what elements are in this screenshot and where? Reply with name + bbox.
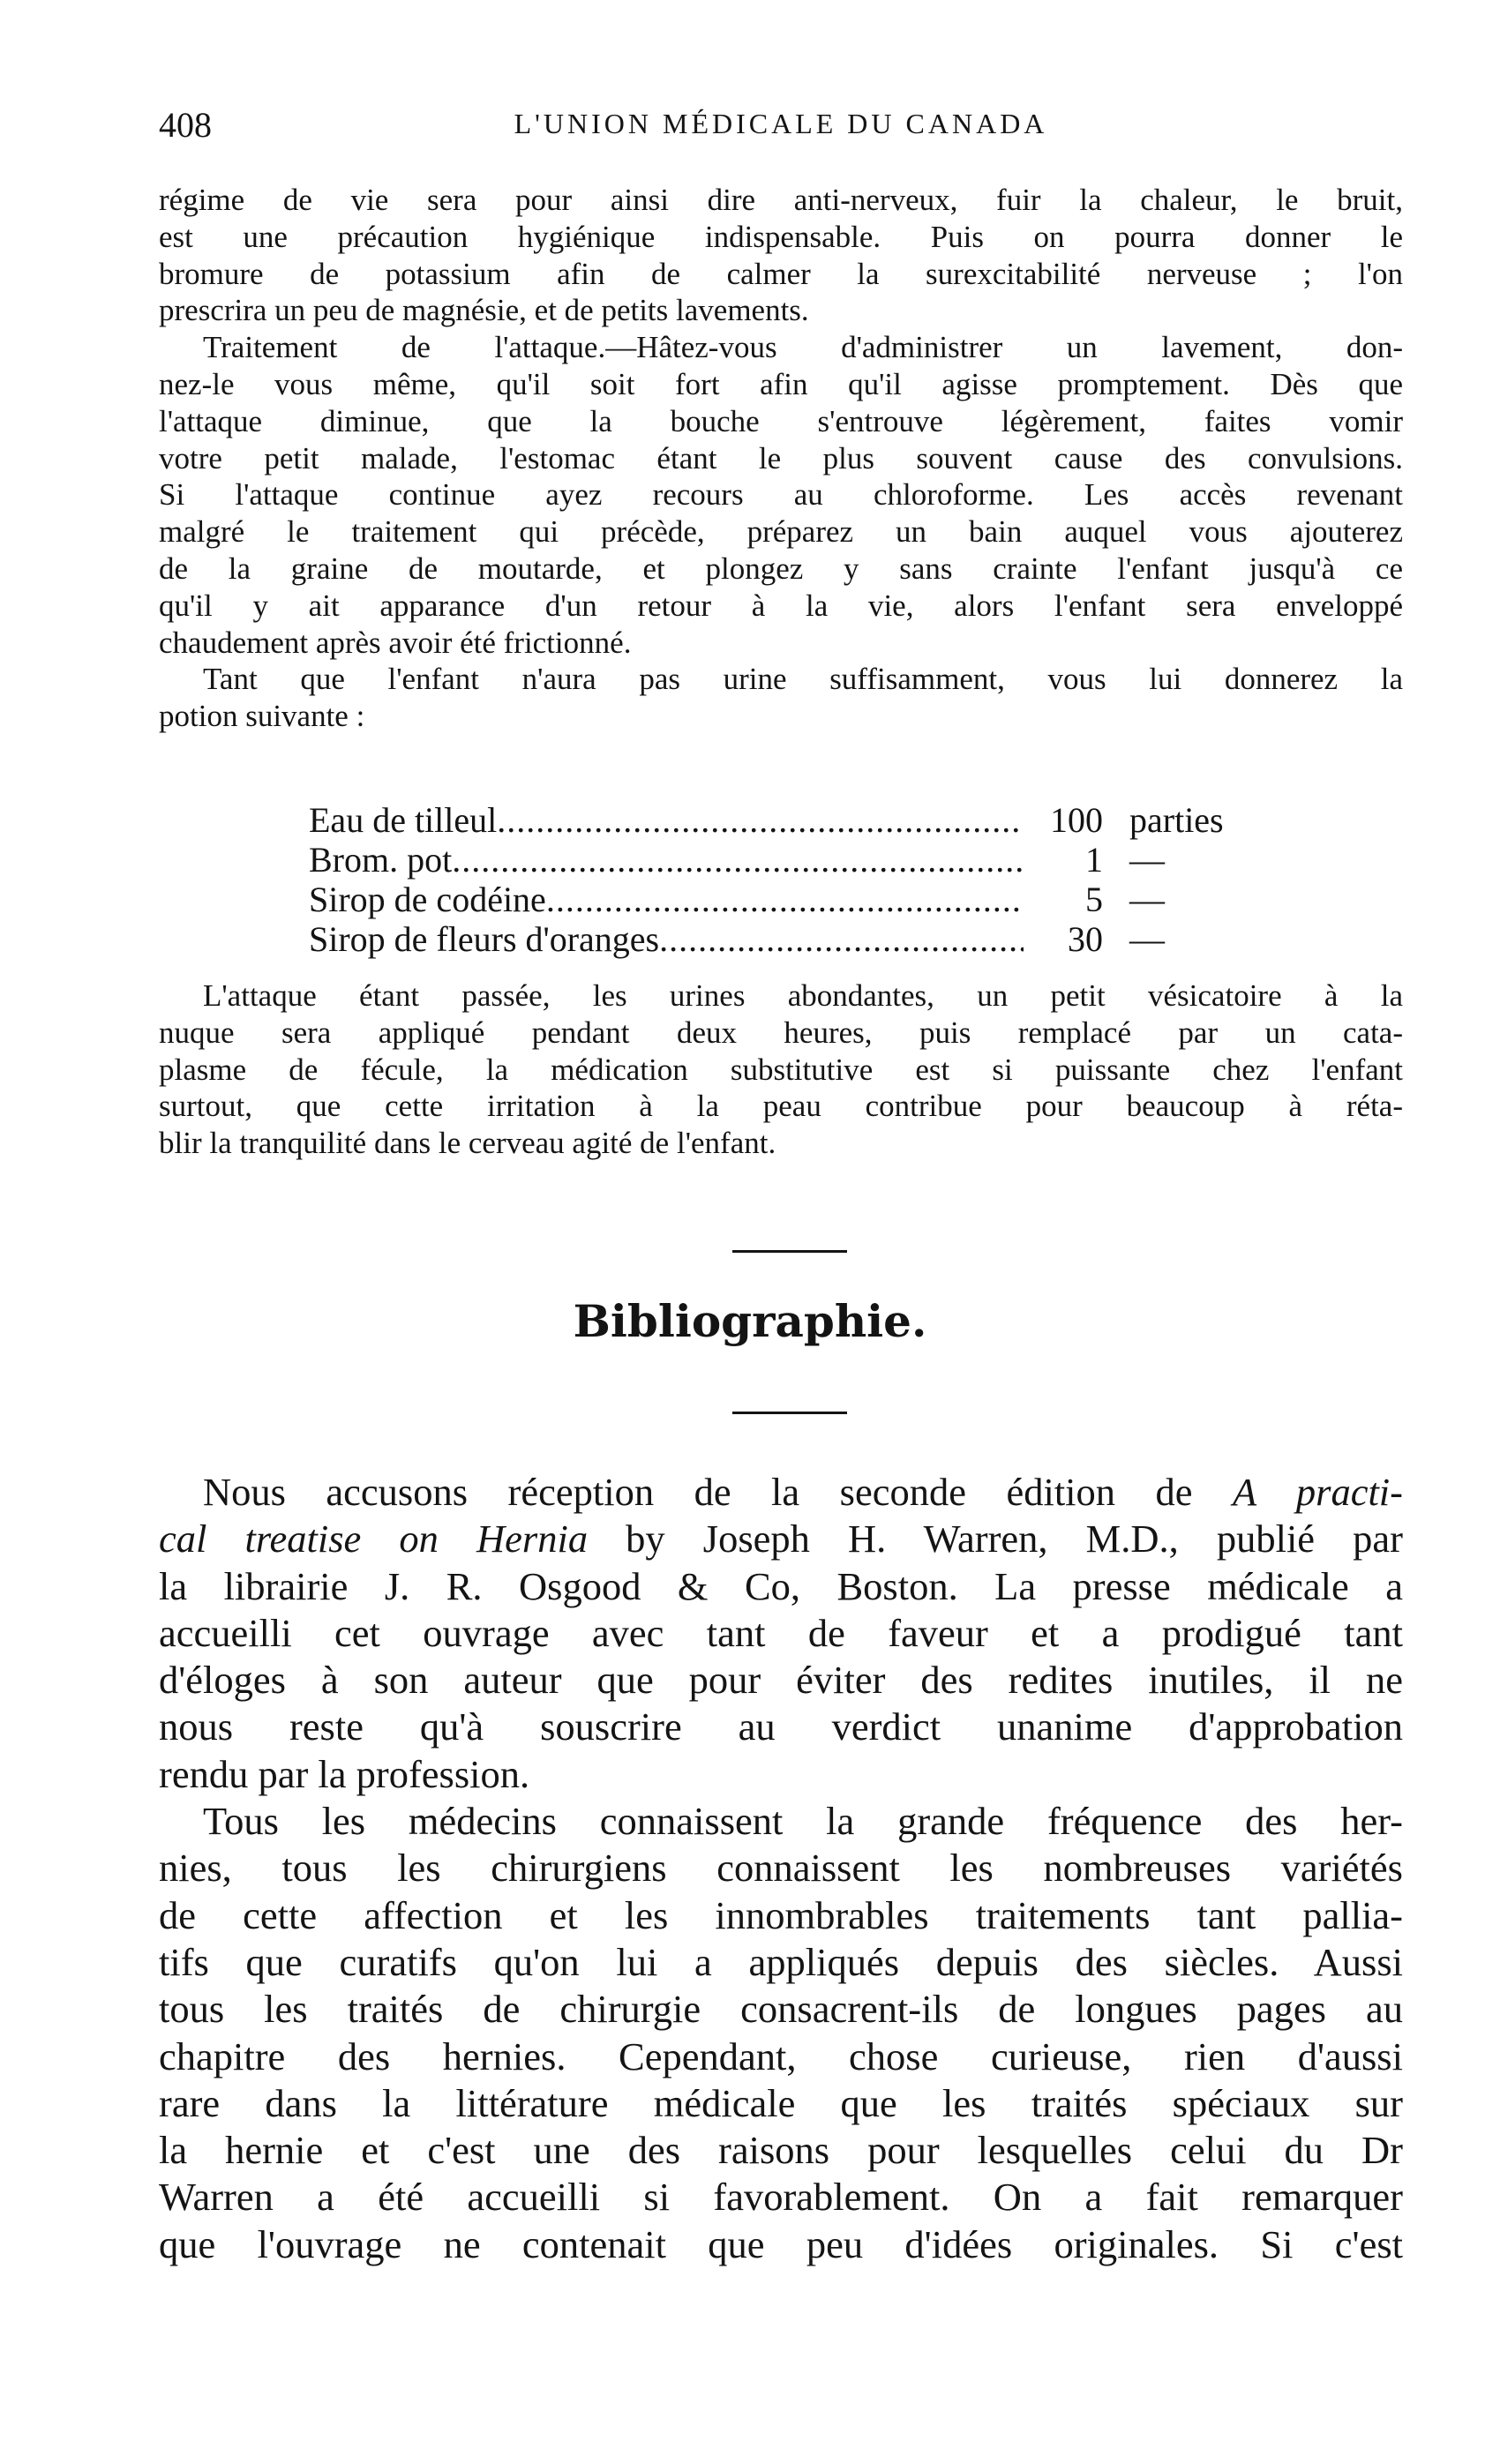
prescription-row <box>309 840 1235 880</box>
ingredient-unit: — <box>1129 880 1165 919</box>
text-line: votre petit malade, l'estomac étant le plus souvent cause des convulsions. <box>159 440 1403 476</box>
text-line: Tant que l'enfant n'aura pas urine suffisamment, vous lui donnerez la <box>203 662 1403 697</box>
text-line: surtout, que cette irritation à la peau contribue pour beaucoup à réta- <box>159 1089 1403 1124</box>
ingredient-quantity: 1 <box>1085 840 1103 880</box>
text-line: que l'ouvrage ne contenait que peu d'idées originales. Si c'est <box>159 2221 1403 2266</box>
ingredient-name: Sirop de codéine <box>309 880 546 919</box>
text-line: potion suivante : <box>159 699 365 734</box>
bibliography-paragraphs <box>159 1469 1403 2268</box>
text-line: nez-le vous même, qu'il soit fort afin qu'il agisse promptement. Dès que <box>159 366 1403 401</box>
text-line: tous les traités de chirurgie consacrent-ils de longues pages au <box>159 1987 1403 2032</box>
text-line: accueilli cet ouvrage avec tant de faveur et a prodigué tant <box>159 1610 1403 1655</box>
ingredient-quantity: 100 <box>1050 800 1103 840</box>
ingredient-quantity: 30 <box>1068 919 1103 959</box>
text-line: Tous les médecins connaissent la grande fréquence des her- <box>203 1799 1403 1844</box>
prescription-row <box>309 800 1235 840</box>
text-line: Traitement de l'attaque.—Hâtez-vous d'administrer un lavement, don- <box>203 330 1403 365</box>
ingredient-name: Eau de tilleul <box>309 800 498 840</box>
leader-dots <box>452 840 1024 880</box>
text-line: nies, tous les chirurgiens connaissent les nombreuses variétés <box>159 1846 1403 1891</box>
text-line: chaudement après avoir été frictionné. <box>159 625 632 660</box>
prescription-list <box>309 800 1235 959</box>
text-line: bromure de potassium afin de calmer la surexcitabilité nerveuse ; l'on <box>159 256 1403 291</box>
text-line: l'attaque diminue, que la bouche s'entrouve légèrement, faites vomir <box>159 403 1403 438</box>
text-line: nuque sera appliqué pendant deux heures, puis remplacé par un cata- <box>159 1015 1403 1050</box>
ingredient-unit: — <box>1129 919 1165 959</box>
prescription-row <box>309 919 1235 959</box>
text-line <box>159 1516 1403 1562</box>
section-title: Bibliographie. <box>573 1295 927 1347</box>
book-title-italic: A practi- <box>1233 1470 1403 1514</box>
text-line: Warren a été accueilli si favorablement. On a fait remarquer <box>159 2175 1403 2220</box>
text-line <box>159 1469 1403 1516</box>
text-line: plasme de fécule, la médication substitutive est si puissante chez l'enfant <box>159 1052 1403 1087</box>
leader-dots <box>546 880 1024 919</box>
text-line: de cette affection et les innombrables traitements tant pallia- <box>159 1892 1403 1937</box>
ingredient-name: Sirop de fleurs d'oranges <box>309 919 660 959</box>
book-title-italic: cal treatise on Hernia <box>159 1517 589 1562</box>
treatment-paragraphs <box>159 182 1403 735</box>
page-number: 408 <box>159 105 212 145</box>
text-line: la librairie J. R. Osgood & Co, Boston. La presse médicale a <box>159 1563 1403 1608</box>
text-line: nous reste qu'à souscrire au verdict unanime d'approbation <box>159 1704 1403 1749</box>
text-line: régime de vie sera pour ainsi dire anti-nerveux, fuir la chaleur, le bruit, <box>159 183 1403 217</box>
ingredient-unit: parties <box>1129 800 1224 840</box>
text-line: d'éloges à son auteur que pour éviter des redites inutiles, il ne <box>159 1658 1403 1703</box>
text-line: chapitre des hernies. Cependant, chose curieuse, rien d'aussi <box>159 2033 1403 2078</box>
text-line: est une précaution hygiénique indispensable. Puis on pourra donner le <box>159 219 1403 254</box>
divider-rule <box>732 1412 847 1414</box>
text-line: blir la tranquilité dans le cerveau agité de l'enfant. <box>159 1126 776 1161</box>
text-line: L'attaque étant passée, les urines abondantes, un petit vésicatoire à la <box>203 978 1403 1013</box>
text-line: qu'il y ait apparance d'un retour à la vie, alors l'enfant sera enveloppé <box>159 588 1403 623</box>
leader-dots <box>659 919 1024 959</box>
text-line: rare dans la littérature médicale que les traités spéciaux sur <box>159 2080 1403 2125</box>
text-line: Si l'attaque continue ayez recours au chloroforme. Les accès revenant <box>159 477 1403 513</box>
ingredient-quantity: 5 <box>1085 880 1103 919</box>
leader-dots <box>497 800 1024 840</box>
aftercare-paragraph <box>159 977 1403 1162</box>
text-line: malgré le traitement qui précède, préparez un bain auquel vous ajouterez <box>159 514 1403 550</box>
text-line: de la graine de moutarde, et plongez y sans crainte l'enfant jusqu'à ce <box>159 550 1403 586</box>
ingredient-unit: — <box>1129 840 1165 880</box>
prescription-row <box>309 880 1235 919</box>
ingredient-name: Brom. pot <box>309 840 453 880</box>
running-title: L'UNION MÉDICALE DU CANADA <box>514 108 1048 139</box>
text-line: la hernie et c'est une des raisons pour lesquelles celui du Dr <box>159 2128 1403 2173</box>
text-run: by Joseph H. Warren, M.D., publié par <box>588 1517 1403 1562</box>
text-line: rendu par la profession. <box>159 1751 530 1796</box>
divider-rule <box>732 1250 847 1253</box>
page-header <box>159 104 1403 157</box>
text-run: Nous accusons réception de la seconde édition de <box>203 1470 1234 1514</box>
text-line: prescrira un peu de magnésie, et de petits lavements. <box>159 293 809 328</box>
text-line: tifs que curatifs qu'on lui a appliqués depuis des siècles. Aussi <box>159 1939 1403 1984</box>
